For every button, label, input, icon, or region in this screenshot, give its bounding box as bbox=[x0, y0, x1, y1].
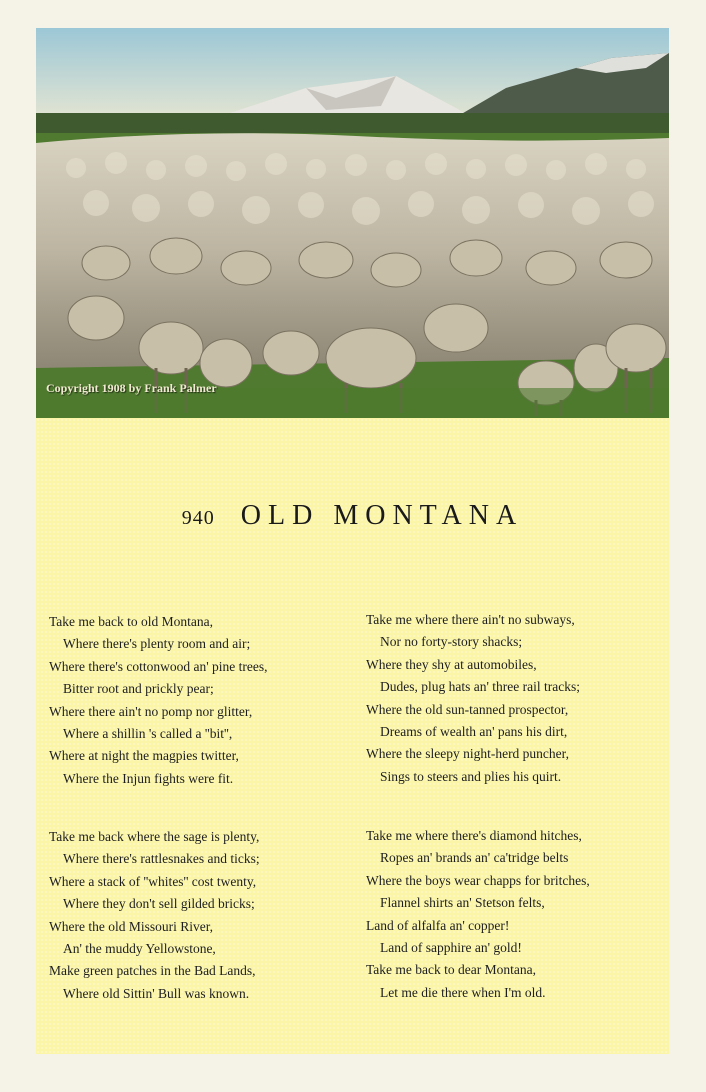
poem-line: Where old Sittin' Bull was known. bbox=[63, 985, 250, 1001]
poem-line: Ropes an' brands an' ca'tridge belts bbox=[380, 850, 569, 866]
poem-line: Let me die there when I'm old. bbox=[380, 984, 546, 1000]
poem-line: Land of alfalfa an' copper! bbox=[366, 917, 510, 933]
poem-line: Dudes, plug hats an' three rail tracks; bbox=[380, 679, 580, 695]
poem-name: OLD MONTANA bbox=[240, 500, 524, 531]
poem-line: Where the Injun fights were fit. bbox=[63, 770, 234, 786]
poem-line: Take me where there's diamond hitches, bbox=[366, 828, 582, 843]
photo-copyright: Copyright 1908 by Frank Palmer bbox=[46, 381, 217, 395]
poem-line: Bitter root and prickly pear; bbox=[63, 681, 214, 697]
sheep-flock-photo bbox=[36, 28, 669, 418]
poem-line: Where there's cottonwood an' pine trees, bbox=[49, 658, 268, 674]
poem-line: Make green patches in the Bad Lands, bbox=[49, 963, 256, 979]
poem-line: Take me back to old Montana, bbox=[49, 614, 214, 629]
poem-line: Flannel shirts an' Stetson felts, bbox=[380, 895, 545, 911]
stanza-2 bbox=[366, 609, 666, 788]
poem-line: Nor no forty-story shacks; bbox=[380, 634, 523, 650]
poem-panel bbox=[36, 418, 669, 1054]
poem-line: Where they shy at automobiles, bbox=[366, 656, 537, 672]
poem-line: Where there's rattlesnakes and ticks; bbox=[63, 851, 260, 867]
poem-line: Take me back to dear Montana, bbox=[366, 962, 536, 978]
poem-line: Dreams of wealth an' pans his dirt, bbox=[380, 723, 568, 739]
poem-line: Where there's plenty room and air; bbox=[63, 636, 251, 652]
poem-number: 940 bbox=[181, 507, 215, 529]
sheep-flock-illustration bbox=[36, 28, 669, 418]
poem-line: Where the old Missouri River, bbox=[49, 918, 214, 934]
poem-line: Land of sapphire an' gold! bbox=[380, 939, 522, 955]
poem-line: Where a shillin 's called a ''bit'', bbox=[63, 725, 233, 741]
poem-line: Where the old sun-tanned prospector, bbox=[366, 701, 569, 717]
poem-line: Sings to steers and plies his quirt. bbox=[380, 768, 562, 784]
stanza-3 bbox=[49, 826, 349, 1005]
poem-title bbox=[36, 500, 669, 532]
poem-line: Where the boys wear chapps for britches, bbox=[366, 872, 590, 888]
poem-line: Where they don't sell gilded bricks; bbox=[63, 896, 255, 912]
stanza-1 bbox=[49, 611, 349, 790]
poem-line: Take me where there ain't no subways, bbox=[366, 612, 575, 627]
poem-line: Where the sleepy night-herd puncher, bbox=[366, 746, 570, 762]
poem-line: An' the muddy Yellowstone, bbox=[63, 940, 216, 956]
poem-line: Where at night the magpies twitter, bbox=[49, 748, 239, 764]
stanza-4 bbox=[366, 825, 666, 1004]
poem-line: Where a stack of ''whites'' cost twenty, bbox=[49, 873, 257, 889]
poem-line: Where there ain't no pomp nor glitter, bbox=[49, 703, 253, 719]
poem-line: Take me back where the sage is plenty, bbox=[49, 829, 260, 844]
